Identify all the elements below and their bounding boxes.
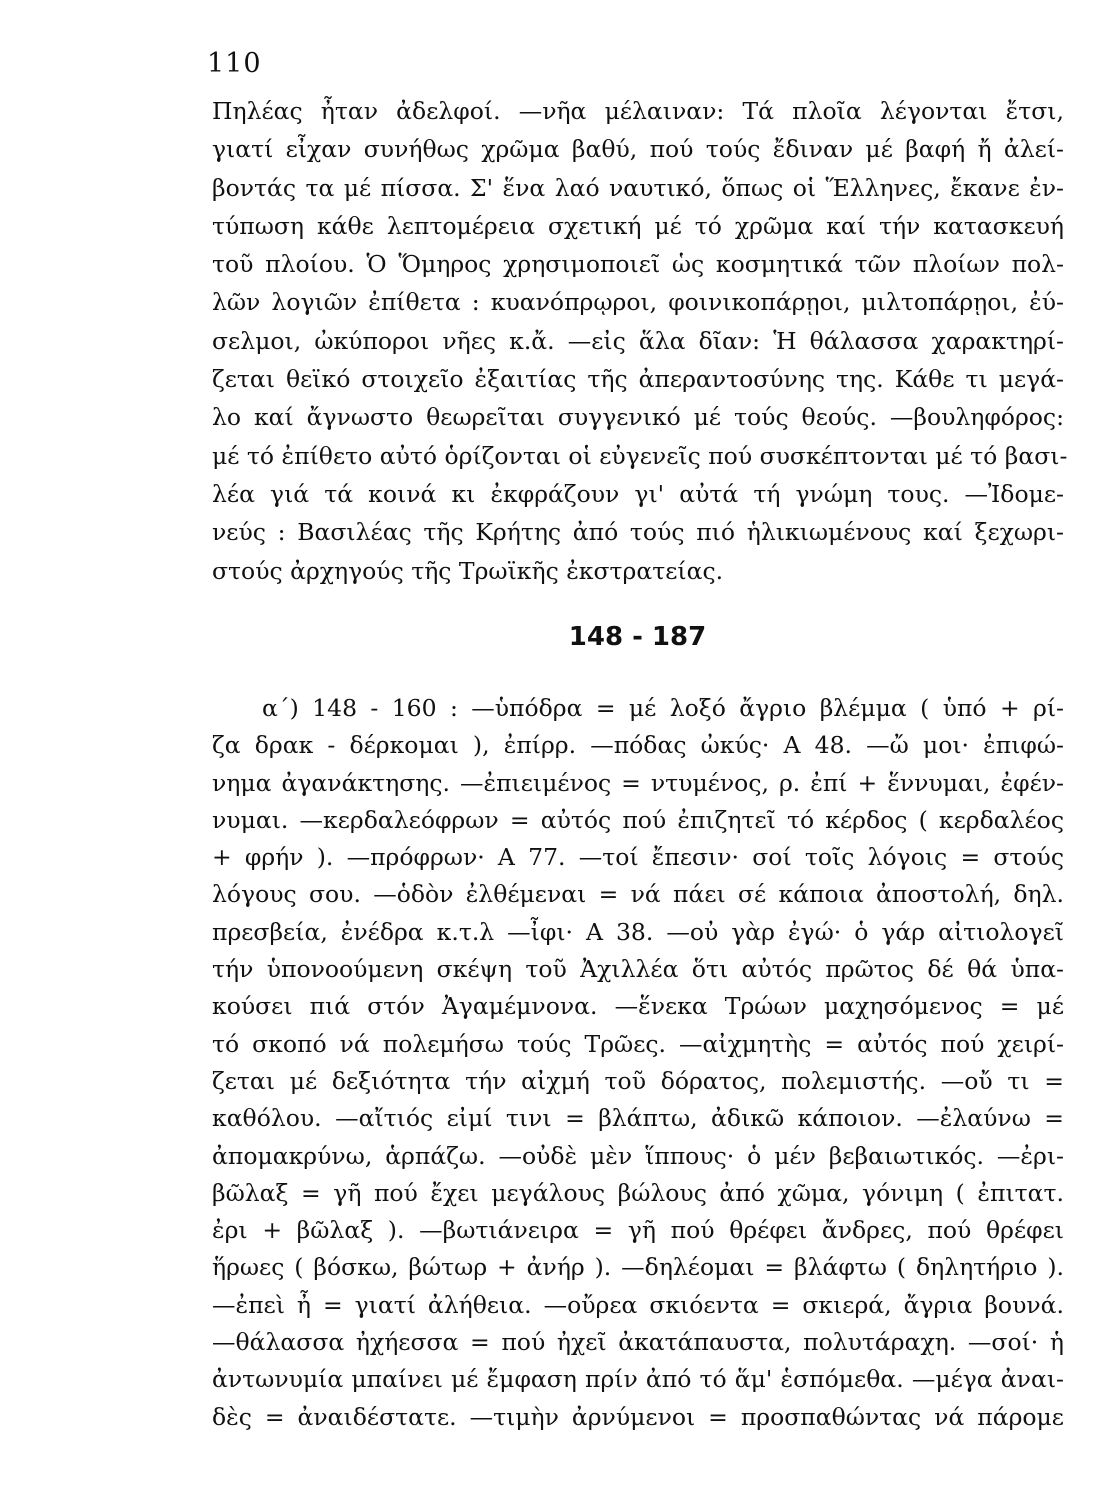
text-line: λῶν λογιῶν ἐπίθετα : κυανόπρῳροι, φοινικοπάρῃοι, μιλτοπάρῃοι, ἐύ- [212, 288, 1064, 317]
text-line: ἀντωνυμία μπαίνει μέ ἔμφαση πρίν ἀπό τό ἅμ' ἑσπόμεθα. —μέγα ἀναι- [212, 1365, 1064, 1394]
text-line: βῶλαξ = γῆ πού ἔχει μεγάλους βώλους ἀπό χῶμα, γόνιμη ( ἐπιτατ. [212, 1178, 1064, 1207]
text-line: Πηλέας ἦταν ἀδελφοί. —νῆα μέλαιναν: Τά πλοῖα λέγονται ἔτσι, [212, 97, 1064, 125]
text-line: —ἐπεὶ ἦ = γιατί ἀλήθεια. —οὔρεα σκιόεντα = σκιερά, ἄγρια βουνά. [212, 1290, 1064, 1319]
text-line: στούς ἀρχηγούς τῆς Τρωϊκῆς ἐκστρατείας. [212, 556, 724, 585]
text-line: γιατί εἶχαν συνήθως χρῶμα βαθύ, πού τούς ἔδιναν μέ βαφή ἤ ἀλεί- [212, 135, 1064, 164]
page-number: 110 [207, 48, 262, 79]
text-line: ἀπομακρύνω, ἁρπάζω. —οὐδὲ μὲν ἵππους· ὁ μέν βεβαιωτικός. —ἐρι- [212, 1141, 1064, 1170]
section-heading: 148 - 187 [568, 622, 707, 652]
text-line: ζεται θεϊκό στοιχεῖο ἐξαιτίας τῆς ἀπεραντοσύνης της. Κάθε τι μεγά- [212, 365, 1064, 394]
commentary-paragraph-1 [212, 92, 1068, 590]
text-line: ζεται μέ δεξιότητα τήν αἰχμή τοῦ δόρατος, πολεμιστής. —οὔ τι = [212, 1066, 1064, 1095]
text-line: τοῦ πλοίου. Ὁ Ὅμηρος χρησιμοποιεῖ ὡς κοσμητικά τῶν πλοίων πολ- [212, 250, 1064, 279]
text-line: τό σκοπό νά πολεμήσω τούς Τρῶες. —αἰχμητὴς = αὐτός πού χειρί- [212, 1029, 1064, 1058]
text-line: λο καί ἄγνωστο θεωρεῖται συγγενικό μέ τούς θεούς. —βουληφόρος: [212, 403, 1064, 432]
text-line: —θάλασσα ἠχήεσσα = πού ἠχεῖ ἀκατάπαυστα, πολυτάραχη. —σοί· ἡ [212, 1328, 1064, 1357]
text-line: δὲς = ἀναιδέστατε. —τιμὴν ἀρνύμενοι = προσπαθώντας νά πάρομε [212, 1402, 1064, 1431]
text-line: νεύς : Βασιλέας τῆς Κρήτης ἀπό τούς πιό ἡλικιωμένους καί ξεχωρι- [212, 518, 1064, 547]
commentary-paragraph-2 [212, 690, 1064, 1436]
text-line: μέ τό ἐπίθετο αὐτό ὁρίζονται οἱ εὐγενεῖς πού συσκέπτονται μέ τό βασι- [212, 441, 1068, 470]
text-line: λέα γιά τά κοινά κι ἐκφράζουν γι' αὐτά τή γνώμη τους. —Ἰδομε- [212, 479, 1064, 508]
text-line: κούσει πιά στόν Ἀγαμέμνονα. —ἕνεκα Τρώων μαχησόμενος = μέ [212, 992, 1064, 1021]
text-line: πρεσβεία, ἐνέδρα κ.τ.λ —ἶφι· Α 38. —οὐ γὰρ ἐγώ· ὁ γάρ αἰτιολογεῖ [212, 917, 1064, 946]
text-line: ἐρι + βῶλαξ ). —βωτιάνειρα = γῆ πού θρέφει ἄνδρες, πού θρέφει [212, 1216, 1064, 1245]
text-line: λόγους σου. —ὁδὸν ἐλθέμεναι = νά πάει σέ κάποια ἀποστολή, δηλ. [212, 880, 1064, 909]
text-line: νυμαι. —κερδαλεόφρων = αὐτός πού ἐπιζητεῖ τό κέρδος ( κερδαλέος [212, 805, 1064, 834]
text-line: τήν ὑπονοούμενη σκέψη τοῦ Ἀχιλλέα ὅτι αὐτός πρῶτος δέ θά ὑπα- [212, 955, 1064, 984]
text-line: τύπωση κάθε λεπτομέρεια σχετική μέ τό χρῶμα καί τήν κατασκευή [212, 211, 1064, 240]
text-line: α΄) 148 - 160 : —ὑπόδρα = μέ λοξό ἄγριο βλέμμα ( ὑπό + ρί- [262, 694, 1064, 722]
text-line: καθόλου. —αἴτιός εἰμί τινι = βλάπτω, ἀδικῶ κάποιον. —ἐλαύνω = [212, 1104, 1064, 1133]
text-line: σελμοι, ὠκύποροι νῆες κ.ἄ. —εἰς ἅλα δῖαν: Ἡ θάλασσα χαρακτηρί- [212, 326, 1064, 355]
text-line: ἥρωες ( βόσκω, βώτωρ + ἀνήρ ). —δηλέομαι = βλάφτω ( δηλητήριο ). [212, 1253, 1064, 1282]
text-line: βοντάς τα μέ πίσσα. Σ' ἕνα λαό ναυτικό, ὅπως οἱ Ἕλληνες, ἔκανε ἐν- [212, 173, 1064, 202]
text-line: ζα δρακ - δέρκομαι ), ἐπίρρ. —πόδας ὠκύς· Α 48. —ὤ μοι· ἐπιφώ- [212, 731, 1064, 760]
text-line: + φρήν ). —πρόφρων· Α 77. —τοί ἔπεσιν· σοί τοῖς λόγοις = στούς [212, 843, 1064, 872]
text-line: νημα ἀγανάκτησης. —ἐπιειμένος = ντυμένος, ρ. ἐπί + ἕννυμαι, ἐφέν- [212, 768, 1064, 797]
